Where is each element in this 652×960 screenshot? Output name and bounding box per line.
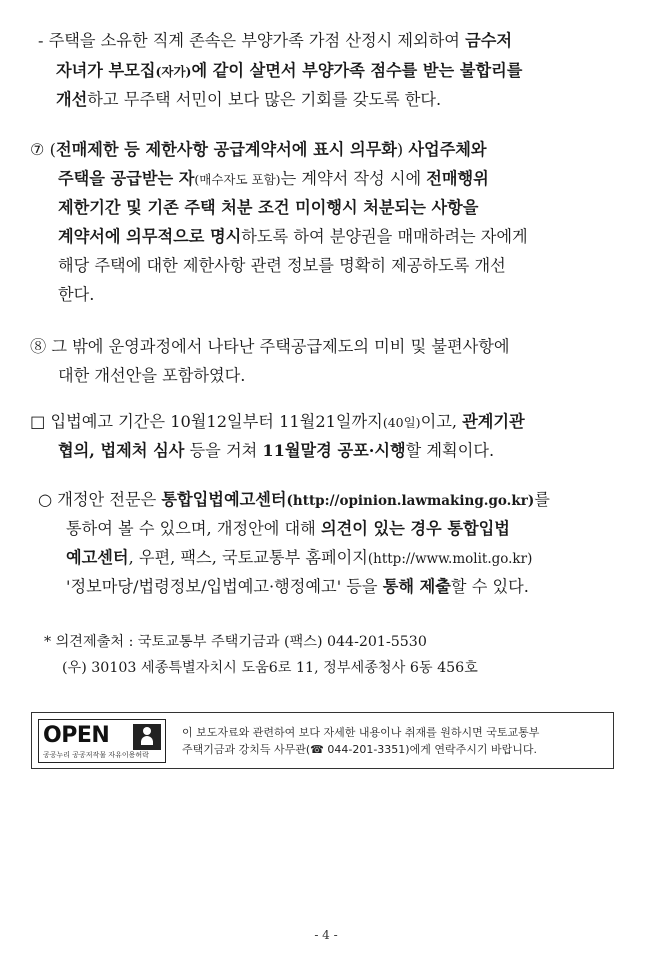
text-segment: ) (396, 140, 409, 159)
p2-line-3 (58, 197, 478, 219)
p5-line-3 (66, 547, 532, 570)
p5-line-4 (66, 576, 529, 598)
text-segment: 금수저 (465, 31, 512, 50)
text-segment: 는 계약서 작성 시에 (280, 169, 427, 188)
text-segment: 대한 개선안을 포함하였다. (58, 366, 246, 385)
p5-line-2 (66, 518, 510, 540)
text-segment: 할 수 있다. (450, 577, 529, 596)
text-segment: 계약서에 의무적으로 명시 (58, 227, 242, 246)
text-segment: ⑦ ( (30, 140, 56, 159)
contact-line-2: 주택기금과 강치득 사무관(☎ 044-201-3351)에게 연락주시기 바랍니다. (182, 743, 537, 756)
text-segment: 의견이 있는 경우 통합입법 (320, 519, 510, 538)
open-license-person-icon (133, 724, 161, 750)
text-segment: - 주택을 소유한 직계 존속은 부양가족 가점 산정시 제외하여 (38, 31, 466, 50)
p2-line-4 (58, 226, 528, 248)
p2-line-1 (30, 139, 487, 161)
p1-line-1 (38, 30, 512, 52)
text-segment: 11월말경 공포·시행 (262, 441, 406, 460)
p1-line-3 (56, 89, 441, 111)
text-segment: 하고 무주택 서민이 보다 많은 기회를 갖도록 한다. (87, 90, 442, 109)
text-segment: 예고센터 (66, 548, 129, 567)
note-line-1: * 의견제출처 : 국토교통부 주택기금과 (팩스) 044-201-5530 (44, 634, 427, 650)
p2-line-6 (58, 284, 94, 306)
open-logo-text: OPEN (43, 723, 110, 748)
text-segment: , 우편, 팩스, 국토교통부 홈페이지 (128, 548, 368, 567)
text-segment: 이고, (420, 412, 463, 431)
text-segment: □ 입법예고 기간은 10월12일부터 11월21일까지 (30, 412, 383, 431)
text-segment: 등을 거쳐 (184, 441, 263, 460)
p3-line-1 (30, 336, 510, 358)
note-line-2: (우) 30103 세종특별자치시 도움6로 11, 정부세종청사 6동 456호 (62, 660, 478, 676)
text-segment: 할 계획이다. (405, 441, 495, 460)
text-segment: 에 같이 살면서 부양가족 점수를 받는 불합리를 (191, 61, 523, 80)
text-segment: 주택을 공급받는 자 (58, 169, 195, 188)
text-segment: (http://opinion.lawmaking.go.kr) (286, 493, 535, 509)
p1-line-2 (56, 60, 522, 83)
text-segment: 통합입법예고센터 (161, 490, 287, 509)
text-segment: 하도록 하여 분양권을 매매하려는 자에게 (241, 227, 528, 246)
text-segment: 사업주체와 (408, 140, 487, 159)
text-segment: 를 (534, 490, 550, 509)
p5-line-1 (38, 489, 550, 512)
text-segment: 협의, 법제처 심사 (58, 441, 185, 460)
text-segment: '정보마당/법령정보/입법예고·행정예고' 등을 (66, 577, 383, 596)
contact-line-1: 이 보도자료와 관련하여 보다 자세한 내용이나 취재를 원하시면 국토교통부 (182, 726, 540, 739)
p4-line-1 (30, 411, 525, 434)
text-segment: 제한기간 및 기존 주택 처분 조건 미이행시 처분되는 사항을 (58, 198, 479, 217)
p4-line-2 (58, 440, 494, 462)
text-segment: 자녀가 부모집 (56, 61, 156, 80)
text-segment: 한다. (58, 285, 95, 304)
open-license-box (31, 712, 614, 769)
open-logo (38, 719, 166, 763)
text-segment: 전매행위 (426, 169, 489, 188)
page-number: - 4 - (314, 928, 338, 942)
open-logo-subtext: 공공누리 공공저작물 자유이용허락 (43, 751, 149, 759)
text-segment: ○ 개정안 전문은 (38, 490, 162, 509)
p2-line-5 (58, 255, 506, 277)
text-segment: 통하여 볼 수 있으며, 개정안에 대해 (66, 519, 321, 538)
text-segment: 해당 주택에 대한 제한사항 관련 정보를 명확히 제공하도록 개선 (58, 256, 506, 275)
text-segment: 전매제한 등 제한사항 공급계약서에 표시 의무화 (55, 140, 397, 159)
text-segment: 통해 제출 (382, 577, 451, 596)
text-segment: ⑧ 그 밖에 운영과정에서 나타난 주택공급제도의 미비 및 불편사항에 (30, 337, 510, 356)
text-segment: (http://www.molit.go.kr) (367, 551, 533, 567)
p2-line-2 (58, 168, 489, 191)
text-segment: (매수자도 포함) (194, 172, 281, 187)
p3-line-2 (58, 365, 245, 387)
text-segment: (40일) (382, 415, 421, 430)
text-segment: (자가) (155, 64, 192, 79)
text-segment: 관계기관 (462, 412, 525, 431)
text-segment: 개선 (56, 90, 88, 109)
